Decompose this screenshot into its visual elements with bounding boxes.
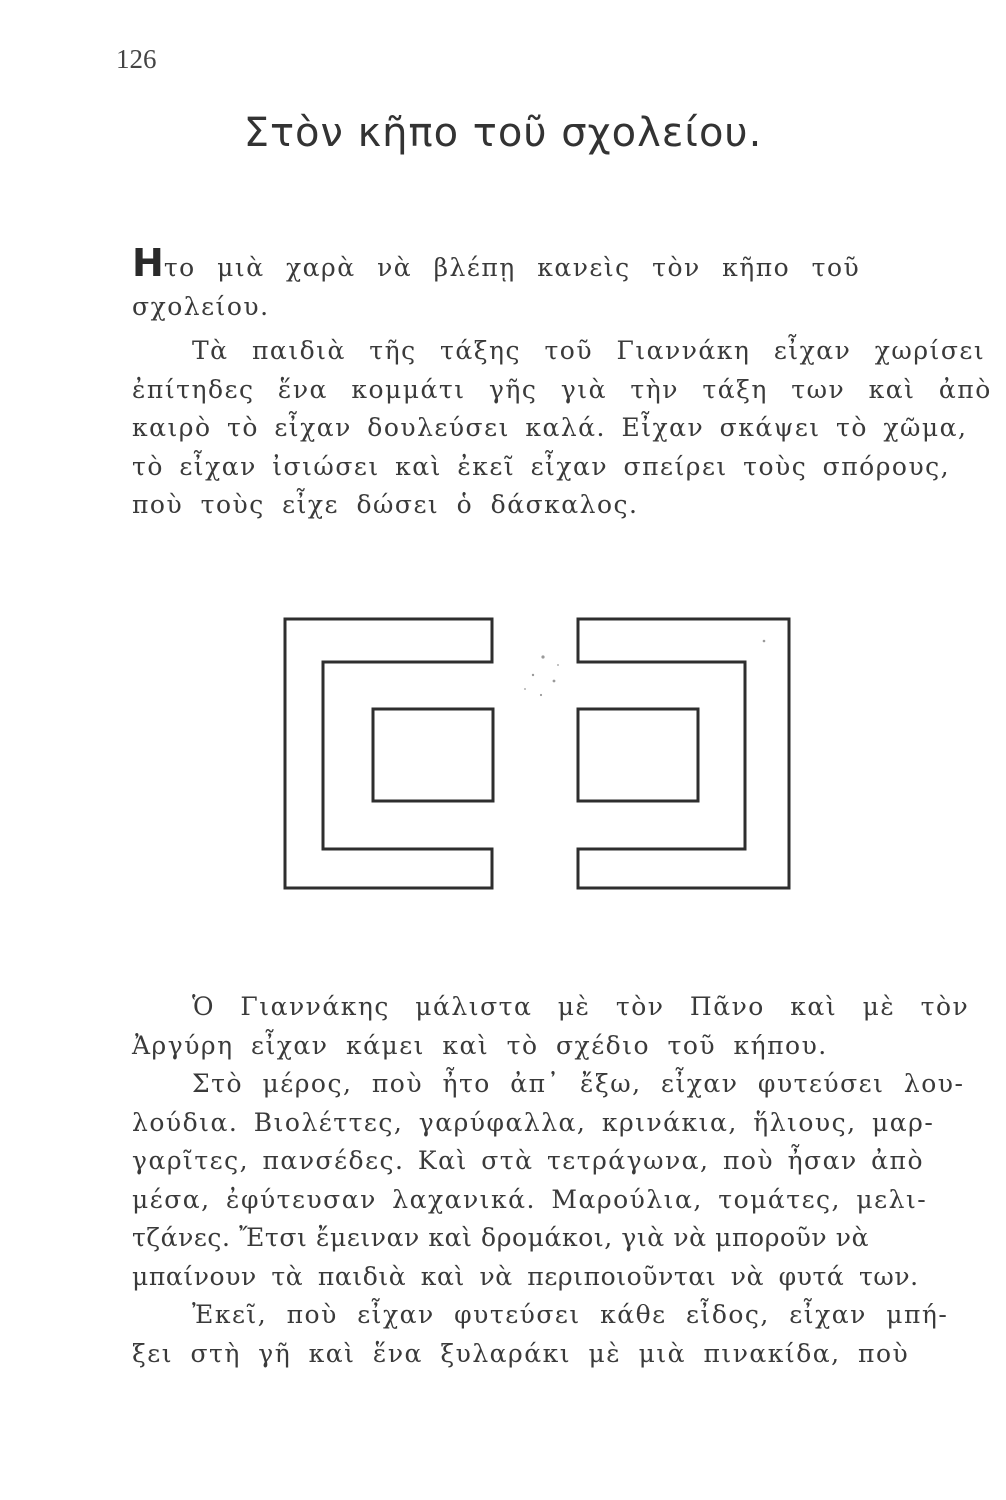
p5-line-1: Ἐκεῖ, ποὺ εἶχαν φυτεύσει κάθε εἶδος, εἶχαν μπή- (192, 1300, 949, 1329)
p4-line-3: γαρῖτες, πανσέδες. Καὶ στὰ τετράγωνα, ποὺ ἦσαν ἀπὸ (132, 1146, 925, 1175)
p3-line-1: Ὁ Γιαννάκης μάλιστα μὲ τὸν Πᾶνο καὶ μὲ τὸν (192, 992, 970, 1021)
intro-paragraph (132, 241, 962, 326)
p5-line-2: ξει στὴ γῆ καὶ ἕνα ξυλαράκι μὲ μιὰ πινακίδα, ποὺ (132, 1338, 910, 1368)
p4-line-1: Στὸ μέρος, ποὺ ἦτο ἀπ᾽ ἔξω, εἶχαν φυτεύσει λου- (192, 1069, 965, 1098)
left-bracket-border (285, 619, 492, 888)
p4-line-5: τζάνες. Ἔτσι ἔμειναν καὶ δρομάκοι, γιὰ νὰ μποροῦν νὰ (132, 1223, 870, 1252)
paragraph-three (132, 988, 972, 1065)
garden-plan (275, 605, 805, 895)
intro-line-1-text: το μιὰ χαρὰ νὰ βλέπῃ κανεὶς τὸν κῆπο τοῦ (163, 253, 861, 282)
p2-line-5: ποὺ τοὺς εἶχε δώσει ὁ δάσκαλος. (132, 490, 639, 519)
intro-line-1 (132, 241, 962, 288)
ink-speckles (524, 640, 765, 696)
right-bracket-border (578, 619, 789, 888)
p4-line-4: μέσα, ἐφύτευσαν λαχανικά. Μαρούλια, τομάτες, μελι- (132, 1184, 928, 1214)
p2-line-3: καιρὸ τὸ εἶχαν δουλεύσει καλά. Εἶχαν σκάψει τὸ χῶμα, (132, 413, 968, 442)
page-number: 126 (116, 44, 157, 74)
left-inner-square (373, 709, 493, 801)
drop-cap: Η (132, 241, 164, 285)
paragraph-two (132, 332, 992, 525)
p4-line-6: μπαίνουν τὰ παιδιὰ καὶ νὰ περιποιοῦνται νὰ φυτά των. (132, 1261, 919, 1291)
intro-line-2: σχολείου. (132, 291, 270, 321)
garden-plan-drawing (275, 605, 805, 895)
p4-line-2: λούδια. Βιολέττες, γαρύφαλλα, κρινάκια, ἥλιους, μαρ- (132, 1107, 935, 1137)
page-title: Στὸν κῆπο τοῦ σχολείου. (243, 110, 763, 156)
p3-line-2: Ἀργύρη εἶχαν κάμει καὶ τὸ σχέδιο τοῦ κήπου. (132, 1030, 828, 1060)
p2-line-2: ἐπίτηδες ἕνα κομμάτι γῆς γιὰ τὴν τάξη των καὶ ἀπὸ (132, 374, 992, 404)
p2-line-4: τὸ εἶχαν ἰσιώσει καὶ ἐκεῖ εἶχαν σπείρει τοὺς σπόρους, (132, 451, 951, 481)
paragraph-five (132, 1296, 972, 1373)
right-inner-square (578, 709, 698, 801)
p2-line-1: Τὰ παιδιὰ τῆς τάξης τοῦ Γιαννάκη εἶχαν χωρίσει (192, 336, 986, 365)
paragraph-four (132, 1065, 972, 1296)
